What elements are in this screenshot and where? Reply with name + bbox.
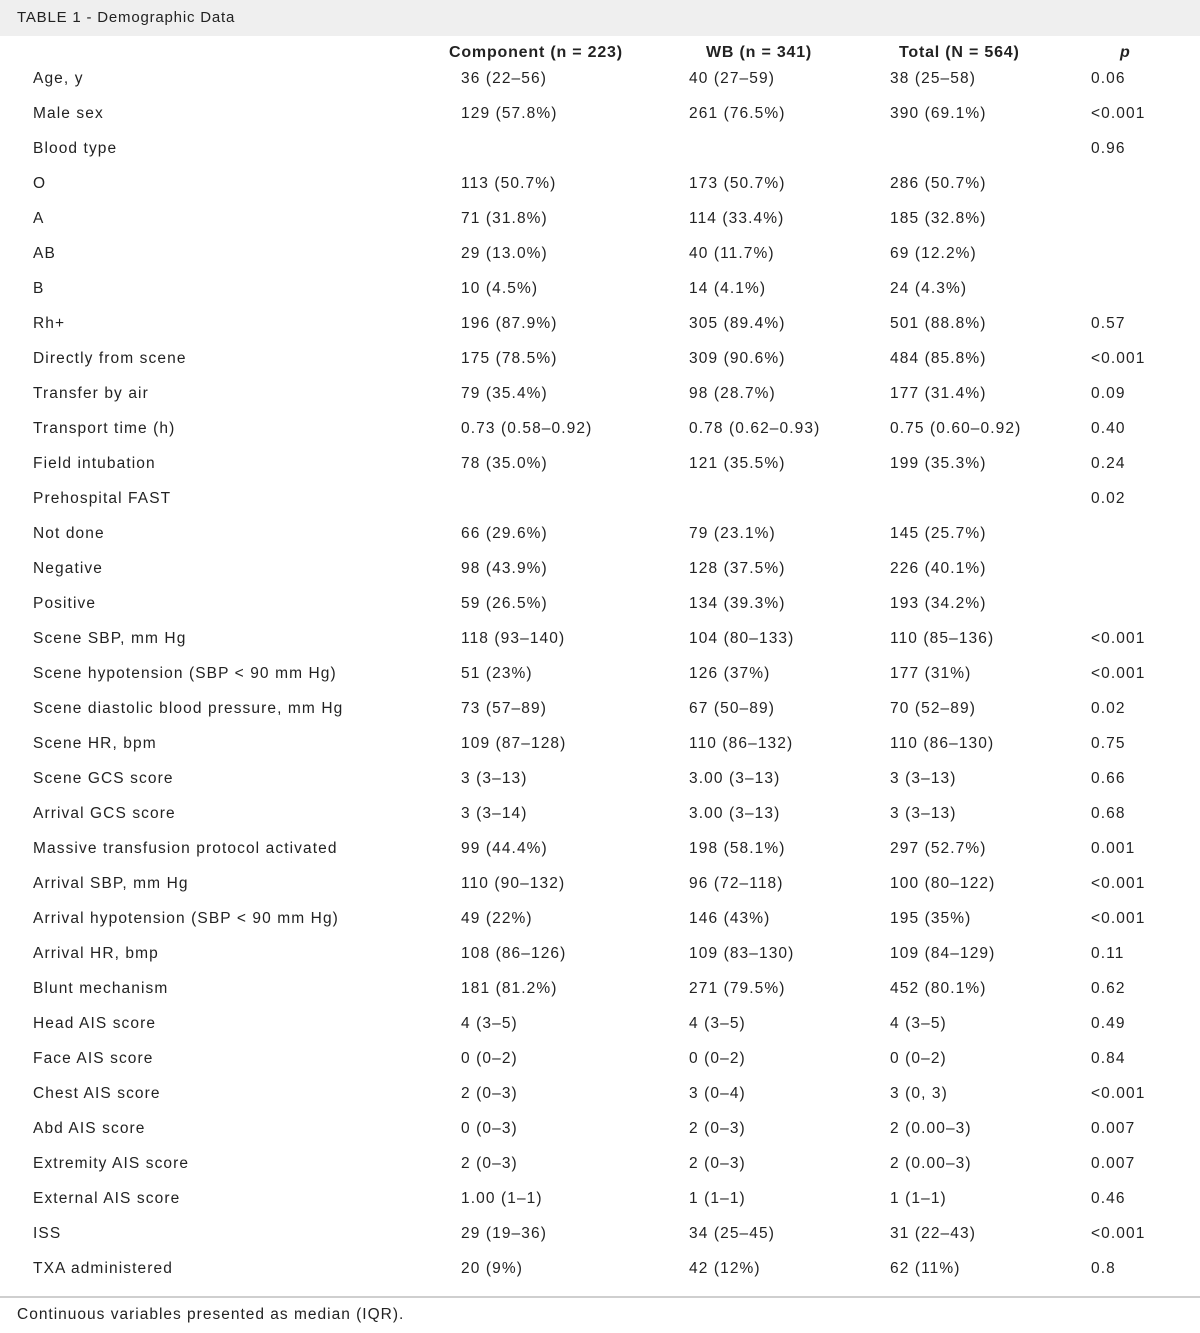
wb-value: 121 (35.5%) <box>689 455 786 472</box>
table-row <box>0 900 1200 935</box>
row-label: Arrival GCS score <box>33 805 176 822</box>
p-value: 0.84 <box>1091 1050 1126 1067</box>
table-row <box>0 795 1200 830</box>
table-row <box>0 200 1200 235</box>
wb-value: 126 (37%) <box>689 665 771 682</box>
table-row <box>0 620 1200 655</box>
p-value: 0.06 <box>1091 70 1126 87</box>
wb-value: 271 (79.5%) <box>689 980 786 997</box>
header-p-value: p <box>1120 44 1131 61</box>
component-value: 108 (86–126) <box>461 945 567 962</box>
table-row <box>0 1180 1200 1215</box>
header-component: Component (n = 223) <box>449 44 623 61</box>
component-value: 2 (0–3) <box>461 1155 518 1172</box>
wb-value: 98 (28.7%) <box>689 385 776 402</box>
row-label: B <box>33 280 45 297</box>
total-value: 69 (12.2%) <box>890 245 977 262</box>
wb-value: 261 (76.5%) <box>689 105 786 122</box>
component-value: 36 (22–56) <box>461 70 547 87</box>
row-label: Negative <box>33 560 103 577</box>
component-value: 79 (35.4%) <box>461 385 548 402</box>
component-value: 109 (87–128) <box>461 735 567 752</box>
wb-value: 79 (23.1%) <box>689 525 776 542</box>
component-value: 113 (50.7%) <box>461 175 557 192</box>
total-value: 177 (31.4%) <box>890 385 987 402</box>
table-row <box>0 1250 1200 1285</box>
component-value: 110 (90–132) <box>461 875 566 892</box>
p-value: 0.46 <box>1091 1190 1126 1207</box>
wb-value: 3.00 (3–13) <box>689 770 781 787</box>
row-label: Blood type <box>33 140 118 157</box>
row-label: Blunt mechanism <box>33 980 169 997</box>
row-label: Rh+ <box>33 315 66 332</box>
p-value: 0.007 <box>1091 1120 1136 1137</box>
component-value: 118 (93–140) <box>461 630 566 647</box>
p-value: <0.001 <box>1091 350 1146 367</box>
p-value: 0.40 <box>1091 420 1126 437</box>
table-row <box>0 935 1200 970</box>
wb-value: 14 (4.1%) <box>689 280 767 297</box>
header-wb: WB (n = 341) <box>706 44 813 61</box>
table-row <box>0 235 1200 270</box>
table-row <box>0 655 1200 690</box>
row-label: Not done <box>33 525 105 542</box>
table-row <box>0 480 1200 515</box>
row-label: Field intubation <box>33 455 156 472</box>
p-value: <0.001 <box>1091 1085 1146 1102</box>
row-label: Face AIS score <box>33 1050 154 1067</box>
component-value: 59 (26.5%) <box>461 595 548 612</box>
p-value: 0.49 <box>1091 1015 1126 1032</box>
table-row <box>0 830 1200 865</box>
row-label: TXA administered <box>33 1260 173 1277</box>
p-value: <0.001 <box>1091 875 1146 892</box>
total-value: 70 (52–89) <box>890 700 976 717</box>
total-value: 3 (3–13) <box>890 805 957 822</box>
table-row <box>0 270 1200 305</box>
wb-value: 128 (37.5%) <box>689 560 786 577</box>
p-value: <0.001 <box>1091 105 1146 122</box>
total-value: 484 (85.8%) <box>890 350 987 367</box>
table-row <box>0 1215 1200 1250</box>
p-value: 0.007 <box>1091 1155 1136 1172</box>
wb-value: 146 (43%) <box>689 910 771 927</box>
table-row <box>0 410 1200 445</box>
component-value: 0 (0–3) <box>461 1120 518 1137</box>
p-value: 0.57 <box>1091 315 1126 332</box>
total-value: 110 (86–130) <box>890 735 995 752</box>
total-value: 501 (88.8%) <box>890 315 987 332</box>
total-value: 4 (3–5) <box>890 1015 947 1032</box>
wb-value: 198 (58.1%) <box>689 840 786 857</box>
total-value: 3 (0, 3) <box>890 1085 948 1102</box>
total-value: 0.75 (0.60–0.92) <box>890 420 1022 437</box>
table-row <box>0 865 1200 900</box>
wb-value: 40 (27–59) <box>689 70 775 87</box>
component-value: 49 (22%) <box>461 910 533 927</box>
wb-value: 40 (11.7%) <box>689 245 775 262</box>
wb-value: 4 (3–5) <box>689 1015 746 1032</box>
total-value: 3 (3–13) <box>890 770 957 787</box>
component-value: 129 (57.8%) <box>461 105 558 122</box>
table-row <box>0 585 1200 620</box>
wb-value: 3 (0–4) <box>689 1085 746 1102</box>
row-label: Abd AIS score <box>33 1120 146 1137</box>
wb-value: 42 (12%) <box>689 1260 761 1277</box>
row-label: Prehospital FAST <box>33 490 172 507</box>
p-value: 0.62 <box>1091 980 1126 997</box>
table-footnote: Continuous variables presented as median (IQR). <box>17 1306 405 1323</box>
wb-value: 2 (0–3) <box>689 1120 746 1137</box>
total-value: 199 (35.3%) <box>890 455 987 472</box>
wb-value: 109 (83–130) <box>689 945 795 962</box>
row-label: Scene GCS score <box>33 770 174 787</box>
total-value: 390 (69.1%) <box>890 105 987 122</box>
table-title: TABLE 1 - Demographic Data <box>17 9 236 26</box>
p-value: 0.02 <box>1091 490 1126 507</box>
component-value: 0 (0–2) <box>461 1050 518 1067</box>
total-value: 193 (34.2%) <box>890 595 987 612</box>
row-label: AB <box>33 245 56 262</box>
p-value: 0.001 <box>1091 840 1136 857</box>
total-value: 0 (0–2) <box>890 1050 947 1067</box>
component-value: 4 (3–5) <box>461 1015 518 1032</box>
component-value: 51 (23%) <box>461 665 533 682</box>
total-value: 24 (4.3%) <box>890 280 968 297</box>
p-value: 0.09 <box>1091 385 1126 402</box>
table-row <box>0 165 1200 200</box>
row-label: Extremity AIS score <box>33 1155 190 1172</box>
wb-value: 110 (86–132) <box>689 735 794 752</box>
wb-value: 0.78 (0.62–0.93) <box>689 420 821 437</box>
p-value: <0.001 <box>1091 910 1146 927</box>
component-value: 99 (44.4%) <box>461 840 548 857</box>
total-value: 297 (52.7%) <box>890 840 987 857</box>
total-value: 2 (0.00–3) <box>890 1120 972 1137</box>
total-value: 195 (35%) <box>890 910 972 927</box>
p-value: 0.24 <box>1091 455 1126 472</box>
wb-value: 114 (33.4%) <box>689 210 785 227</box>
wb-value: 0 (0–2) <box>689 1050 746 1067</box>
total-value: 185 (32.8%) <box>890 210 987 227</box>
total-value: 109 (84–129) <box>890 945 996 962</box>
component-value: 3 (3–13) <box>461 770 528 787</box>
component-value: 0.73 (0.58–0.92) <box>461 420 593 437</box>
p-value: 0.75 <box>1091 735 1126 752</box>
row-label: Chest AIS score <box>33 1085 161 1102</box>
table-body <box>0 60 1200 1285</box>
table-row <box>0 725 1200 760</box>
total-value: 62 (11%) <box>890 1260 961 1277</box>
component-value: 2 (0–3) <box>461 1085 518 1102</box>
component-value: 29 (13.0%) <box>461 245 548 262</box>
row-label: Scene HR, bpm <box>33 735 157 752</box>
total-value: 1 (1–1) <box>890 1190 947 1207</box>
p-value: <0.001 <box>1091 1225 1146 1242</box>
table-row <box>0 60 1200 95</box>
total-value: 2 (0.00–3) <box>890 1155 972 1172</box>
p-value: 0.11 <box>1091 945 1125 962</box>
row-label: Arrival hypotension (SBP < 90 mm Hg) <box>33 910 339 927</box>
footer-divider <box>0 1296 1200 1298</box>
wb-value: 305 (89.4%) <box>689 315 786 332</box>
wb-value: 309 (90.6%) <box>689 350 786 367</box>
row-label: O <box>33 175 47 192</box>
wb-value: 1 (1–1) <box>689 1190 746 1207</box>
p-value: 0.66 <box>1091 770 1126 787</box>
row-label: Positive <box>33 595 97 612</box>
p-value: <0.001 <box>1091 630 1146 647</box>
row-label: Scene SBP, mm Hg <box>33 630 187 647</box>
row-label: Age, y <box>33 70 84 87</box>
p-value: 0.96 <box>1091 140 1126 157</box>
table-row <box>0 305 1200 340</box>
component-value: 29 (19–36) <box>461 1225 547 1242</box>
table-row <box>0 1110 1200 1145</box>
component-value: 10 (4.5%) <box>461 280 539 297</box>
row-label: External AIS score <box>33 1190 181 1207</box>
wb-value: 2 (0–3) <box>689 1155 746 1172</box>
row-label: Arrival SBP, mm Hg <box>33 875 189 892</box>
wb-value: 104 (80–133) <box>689 630 795 647</box>
row-label: A <box>33 210 45 227</box>
p-value: <0.001 <box>1091 665 1146 682</box>
component-value: 175 (78.5%) <box>461 350 558 367</box>
wb-value: 34 (25–45) <box>689 1225 775 1242</box>
component-value: 98 (43.9%) <box>461 560 548 577</box>
table-row <box>0 445 1200 480</box>
component-value: 78 (35.0%) <box>461 455 548 472</box>
table-row <box>0 1040 1200 1075</box>
row-label: Male sex <box>33 105 104 122</box>
component-value: 20 (9%) <box>461 1260 523 1277</box>
p-value: 0.8 <box>1091 1260 1116 1277</box>
table-row <box>0 690 1200 725</box>
total-value: 110 (85–136) <box>890 630 995 647</box>
component-value: 1.00 (1–1) <box>461 1190 543 1207</box>
row-label: Directly from scene <box>33 350 187 367</box>
component-value: 66 (29.6%) <box>461 525 548 542</box>
total-value: 145 (25.7%) <box>890 525 987 542</box>
table-row <box>0 375 1200 410</box>
total-value: 100 (80–122) <box>890 875 996 892</box>
wb-value: 96 (72–118) <box>689 875 784 892</box>
wb-value: 134 (39.3%) <box>689 595 786 612</box>
table-row <box>0 550 1200 585</box>
total-value: 38 (25–58) <box>890 70 976 87</box>
table-row <box>0 515 1200 550</box>
table-row <box>0 1145 1200 1180</box>
table-row <box>0 1075 1200 1110</box>
table-row <box>0 340 1200 375</box>
component-value: 3 (3–14) <box>461 805 528 822</box>
table-title-bar <box>0 0 1200 36</box>
row-label: Head AIS score <box>33 1015 157 1032</box>
total-value: 226 (40.1%) <box>890 560 987 577</box>
row-label: Arrival HR, bmp <box>33 945 159 962</box>
row-label: Transfer by air <box>33 385 149 402</box>
row-label: Massive transfusion protocol activated <box>33 840 338 857</box>
row-label: Scene diastolic blood pressure, mm Hg <box>33 700 344 717</box>
table-row <box>0 130 1200 165</box>
p-value: 0.02 <box>1091 700 1126 717</box>
row-label: ISS <box>33 1225 62 1242</box>
total-value: 177 (31%) <box>890 665 972 682</box>
table-row <box>0 1005 1200 1040</box>
component-value: 71 (31.8%) <box>461 210 548 227</box>
total-value: 452 (80.1%) <box>890 980 987 997</box>
wb-value: 67 (50–89) <box>689 700 775 717</box>
total-value: 286 (50.7%) <box>890 175 987 192</box>
row-label: Scene hypotension (SBP < 90 mm Hg) <box>33 665 337 682</box>
row-label: Transport time (h) <box>33 420 176 437</box>
component-value: 196 (87.9%) <box>461 315 558 332</box>
header-total: Total (N = 564) <box>899 44 1020 61</box>
wb-value: 3.00 (3–13) <box>689 805 781 822</box>
p-value: 0.68 <box>1091 805 1126 822</box>
table-row <box>0 95 1200 130</box>
total-value: 31 (22–43) <box>890 1225 976 1242</box>
table-row <box>0 970 1200 1005</box>
wb-value: 173 (50.7%) <box>689 175 786 192</box>
component-value: 73 (57–89) <box>461 700 547 717</box>
component-value: 181 (81.2%) <box>461 980 558 997</box>
table-row <box>0 760 1200 795</box>
